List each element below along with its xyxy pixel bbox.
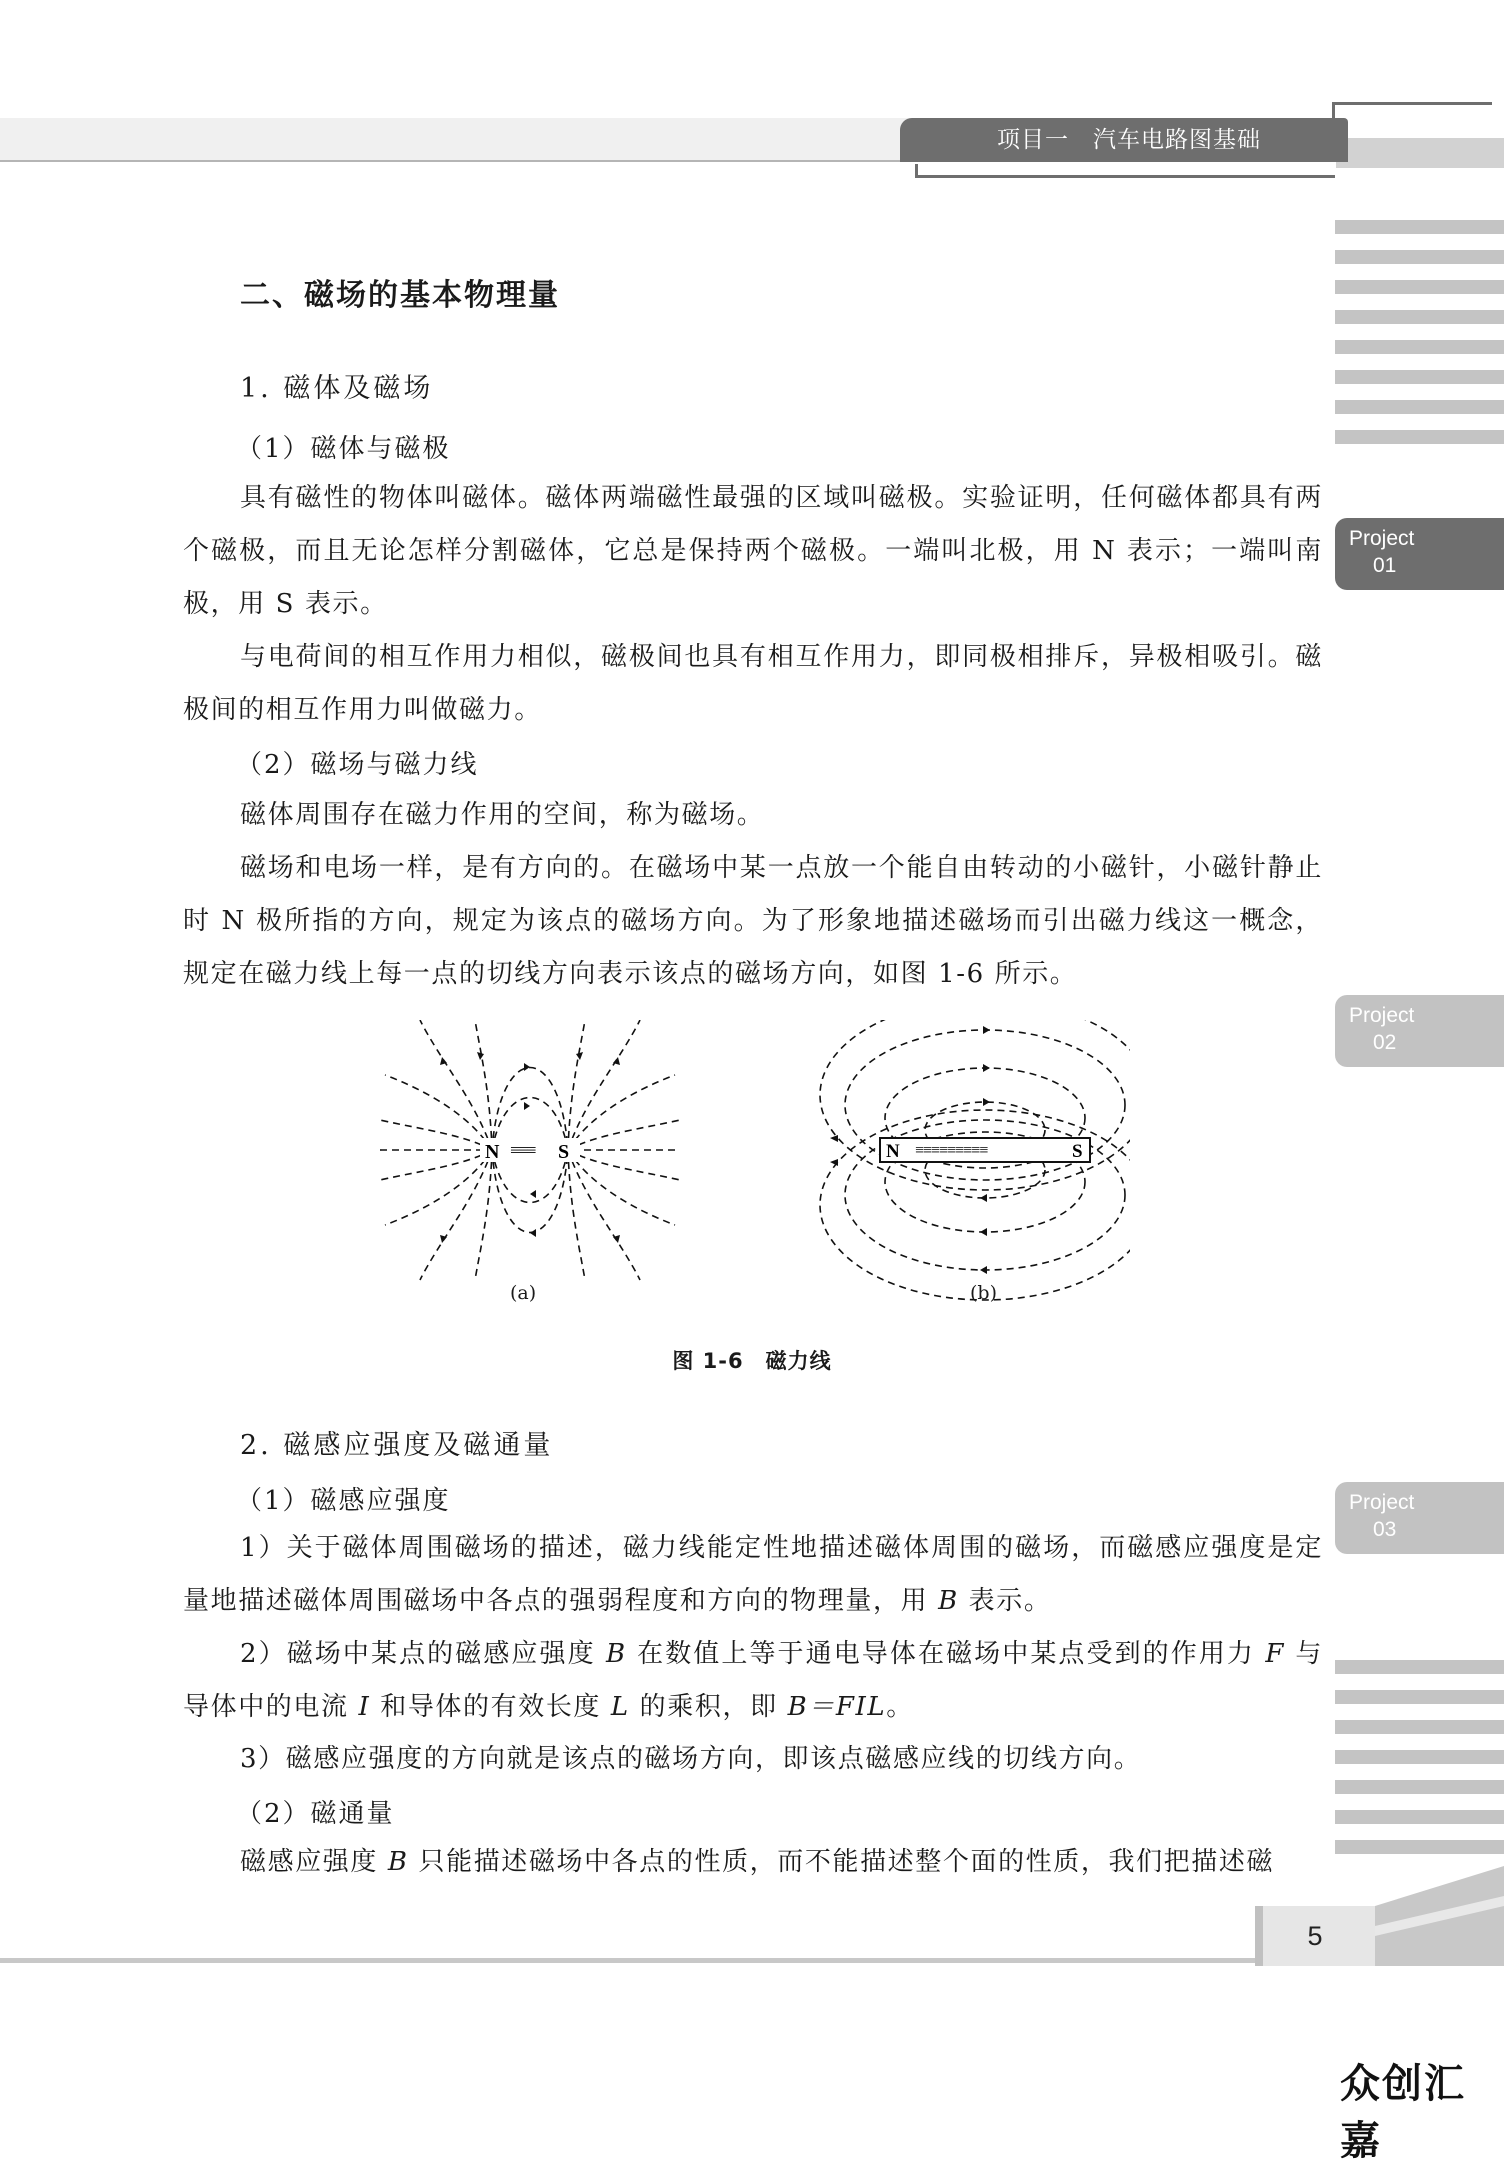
paragraph: 3）磁感应强度的方向就是该点的磁场方向，即该点磁感应线的切线方向。	[240, 1744, 1142, 1774]
paragraph: 具有磁性的物体叫磁体。磁体两端磁性最强的区域叫磁极。实验证明，任何磁体都具有两个磁极，而且无论怎样分割磁体，它总是保持两个磁极。一端叫北极，用 N 表示；一端叫南极，用 S 表示。	[183, 483, 1323, 619]
magnetic-field-figure	[380, 1020, 1130, 1320]
figure-label-a: (a)	[510, 1282, 537, 1304]
text-run: 磁感应强度	[240, 1847, 379, 1877]
side-stripe	[1335, 340, 1504, 354]
figure-label-b: (b)	[970, 1282, 997, 1304]
side-stripe	[1335, 1840, 1504, 1854]
side-stripe	[1335, 1780, 1504, 1794]
side-stripe	[1335, 1810, 1504, 1824]
side-stripe	[1335, 1690, 1504, 1704]
side-stripe	[1335, 400, 1504, 414]
text-run: 只能描述磁场中各点的性质，而不能描述整个面的性质，我们把描述磁	[418, 1847, 1275, 1877]
var-f: F	[1265, 1639, 1286, 1669]
side-stripe	[1335, 430, 1504, 444]
text-run: 和导体的有效长度	[380, 1692, 602, 1722]
text-run: 2）磁场中某点的磁感应强度	[240, 1639, 596, 1669]
section-title: 二、磁场的基本物理量	[240, 278, 560, 313]
header-decoration	[1336, 138, 1504, 168]
side-stripe	[1335, 1720, 1504, 1734]
var-b: B	[606, 1639, 627, 1669]
header-frame-lower	[915, 164, 1335, 178]
tab-number: 01	[1373, 554, 1397, 577]
running-header: 项目一 汽车电路图基础	[900, 118, 1348, 162]
item-heading-1-2: （2）磁场与磁力线	[236, 750, 479, 780]
tab-project-01[interactable]	[1335, 518, 1504, 590]
text-run: 。	[886, 1692, 914, 1722]
paragraph: 磁场和电场一样，是有方向的。在磁场中某一点放一个能自由转动的小磁针，小磁针静止时 N 极所指的方向，规定为该点的磁场方向。为了形象地描述磁场而引出磁力线这一概念，规定在磁力线上每一点的切线方向表示该点的磁场方向，如图 1-6 所示。	[183, 853, 1323, 989]
tab-project-02[interactable]	[1335, 995, 1504, 1067]
side-stripe	[1335, 310, 1504, 324]
paragraph	[183, 1628, 1323, 1734]
pole-s-label: S	[1072, 1141, 1083, 1162]
paragraph	[183, 1836, 1323, 1889]
formula: B＝FIL	[787, 1692, 887, 1722]
svg-text:≡≡≡: ≡≡≡	[510, 1140, 535, 1160]
side-stripe	[1335, 1660, 1504, 1674]
tab-number: 02	[1373, 1031, 1397, 1054]
var-b: B	[938, 1586, 959, 1616]
tab-label: Project	[1349, 1004, 1415, 1027]
pole-s-label: S	[558, 1141, 570, 1163]
text-run: 在数值上等于通电导体在磁场中某点受到的作用力	[637, 1639, 1256, 1669]
tab-label: Project	[1349, 1491, 1415, 1514]
footer-rule	[0, 1958, 1255, 1963]
var-l: L	[610, 1692, 630, 1722]
side-stripe	[1335, 1750, 1504, 1764]
svg-text:≡≡≡≡≡≡≡≡≡: ≡≡≡≡≡≡≡≡≡	[915, 1142, 988, 1159]
side-stripe	[1335, 370, 1504, 384]
tab-number: 03	[1373, 1518, 1397, 1541]
var-b: B	[387, 1847, 409, 1877]
figure-caption: 图 1-6 磁力线	[672, 1349, 832, 1373]
pole-n-label: N	[485, 1141, 500, 1163]
text-run: 的乘积，即	[639, 1692, 778, 1722]
watermark-logo: 众创汇嘉	[1340, 2061, 1466, 2164]
header-frame	[1332, 102, 1492, 138]
side-stripe	[1335, 220, 1504, 234]
paragraph: 与电荷间的相互作用力相似，磁极间也具有相互作用力，即同极相排斥，异极相吸引。磁极间的相互作用力叫做磁力。	[183, 642, 1323, 725]
page-number-bar	[1255, 1906, 1263, 1966]
tab-project-03[interactable]	[1335, 1482, 1504, 1554]
item-heading-1-1: （1）磁体与磁极	[236, 434, 451, 464]
text-run: 与导体中的电流	[183, 1639, 1323, 1722]
paragraph: 磁体周围存在磁力作用的空间，称为磁场。	[240, 800, 765, 830]
page-number: 5	[1255, 1906, 1375, 1966]
text-run: 表示。	[968, 1586, 1052, 1616]
text-run: 1）关于磁体周围磁场的描述，磁力线能定性地描述磁体周围的磁场，而磁感应强度是定量地描述磁体周围磁场中各点的强弱程度和方向的物理量，用	[183, 1533, 1323, 1616]
subsection-title-2: 2. 磁感应强度及磁通量	[240, 1430, 554, 1461]
var-i: I	[358, 1692, 371, 1722]
side-stripe	[1335, 280, 1504, 294]
header-band	[0, 118, 920, 160]
footer-decoration	[1375, 1866, 1504, 1966]
subsection-title-1: 1. 磁体及磁场	[240, 373, 434, 404]
paragraph	[183, 1522, 1323, 1628]
item-heading-2-1: （1）磁感应强度	[236, 1486, 451, 1516]
tab-label: Project	[1349, 527, 1415, 550]
pole-n-label: N	[886, 1141, 900, 1162]
item-heading-2-2: （2）磁通量	[236, 1799, 395, 1829]
side-stripe	[1335, 250, 1504, 264]
